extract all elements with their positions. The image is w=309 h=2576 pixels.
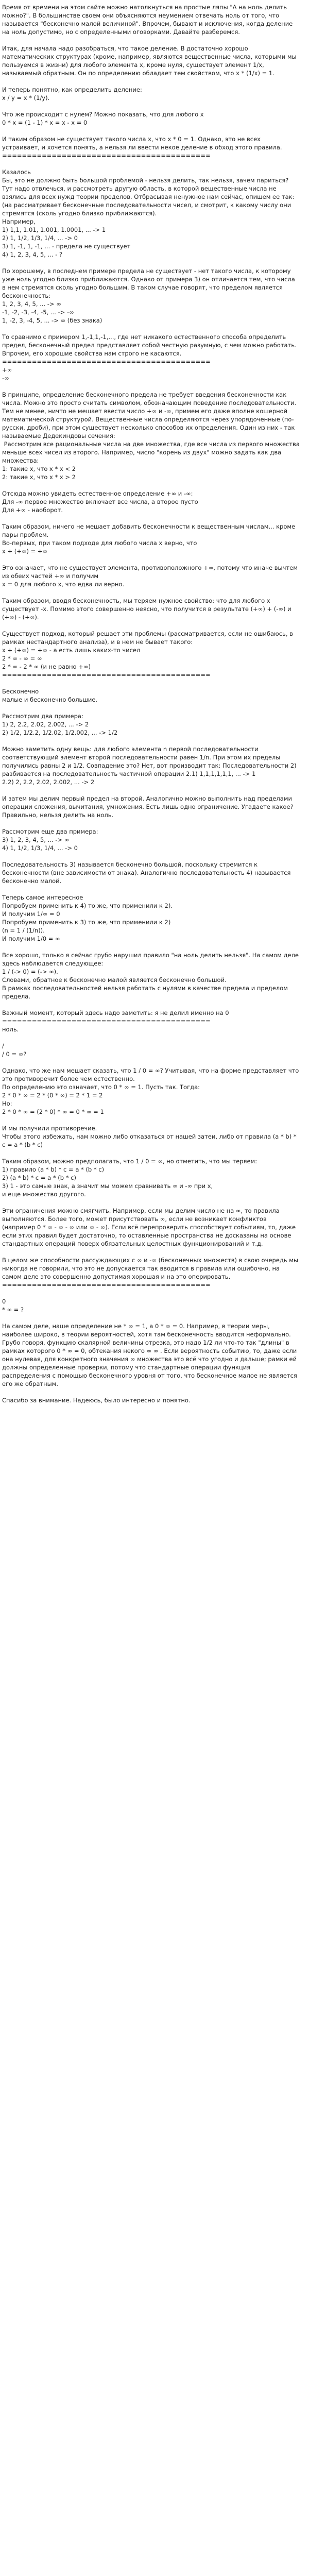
paragraph: Спасибо за внимание. Надеюсь, было интересно и понятно. [2,1397,191,1404]
paragraph: Таким образом, можно предполагать, что 1 / 0 = ∞, но отметить, что мы теряем: 1) правило (a * b) * c = a * (b * c) 2) (a * b) * c = a * (b * c) 3) 1 - это самые знак, а значит мы можем сравнивать ∞ и -∞ при x, и еще множество другого. [2,1158,258,1198]
paragraph: Время от времени на этом сайте можно натолкнуться на простые ляпы "А на ноль делить можно?". В большинстве своем они объясняются неумением отвечать ноль от того, что называется "бесконечно малой величиной". Впрочем, бывают и исключения, когда деление на ноль допустимо, но с определенными оговорками. Давайте разберемся. [2,4,295,36]
paragraph: И таким образом не существует такого числа x, что x * 0 = 1. Однако, это не всех устраивает, и хочется понять, а нельзя ли ввести некое деление в обход этого правила. ========================================== [2,135,282,159]
paragraph: Таким образом, ничего не мешает добавить бесконечности к вещественным числам... кроме пары проблем. Во-первых, при таком подходе для любого числа x верно, что x + (+∞) = +∞ [2,523,296,555]
paragraph: И мы получили противоречие. Чтобы этого избежать, нам можно либо отказаться от нашей затеи, либо от правила (a * b) * c = a * (b * c) [2,1125,297,1148]
paragraph: В принципе, определение бесконечного предела не требует введения бесконечности как числа. Можно это просто считать символом, обозначающим поведение последовательности. Тем не менее, ничто не мешает ввести число +∞ и -∞, примем его даже вполне кошерной математической структурой. Вещественные числа определяются через упорядоченные (по-русски, дроби), при этом существует несколько способов их определения. Один из них - так называемые Дедекиндовы сечения: Рассмотрим все рациональные числа на две множества, где все числа из первого множества меньше всех чисел из второго. Например, число "корень из двух" можно задать как два множества: 1: такие x, что x * x < 2 2: такие x, что x * x > 2 [2,391,300,481]
paragraph: И теперь понятно, как определить деление: x / y = x * (1/y). [2,86,142,101]
paragraph: Рассмотрим еще два примера: 3) 1, 2, 3, 4, 5, ... -> ∞ 4) 1, 1/2, 1/3, 1/4, ... -> 0 [2,828,98,852]
paragraph: Важный момент, который здесь надо заметить: я не делил именно на 0 ========================================== ноль. [2,1009,229,1033]
paragraph: Это означает, что не существует элемента, противоположного +∞, потому что иначе вычтем из обеих частей +∞ и получим x = 0 для любого x, что едва ли верно. [2,564,298,588]
paragraph: 0 * ∞ = ? [2,1298,24,1313]
paragraph: Итак, для начала надо разобраться, что такое деление. В достаточно хорошо математических структурах (кроме, например, являются вещественные числа, которыми мы пользуемся в жизни) для любого элемента x, кроме нуля, существует элемент 1/x, называемый обратным. Он по определению обладает тем свойством, что x * (1/x) = 1. [2,45,299,77]
paragraph: И затем мы делим первый предел на второй. Аналогично можно выполнить над пределами операции сложения, вычитания, умножения. Есть лишь одно ограничение. Угадаете какое? Правильно, нельзя делить на ноль. [2,795,296,819]
paragraph: Однако, что же нам мешает сказать, что 1 / 0 = ∞? Учитывая, что на форме представляет что это противоречит более чем естественно. По определению это означает, что 0 * ∞ = 1. Пусть так. Тогда: 2 * 0 * ∞ = 2 * (0 * ∞) = 2 * 1 = 2 Но: 2 * 0 * ∞ = (2 * 0) * ∞ = 0 * ∞ = 1 [2,1067,299,1115]
paragraph: Бесконечно малые и бесконечно большие. [2,688,98,703]
paragraph: Существует подход, который решает эти проблемы (рассматривается, если не ошибаюсь, в рамках нестандартного анализа), и в нем не бывает такого: x + (+∞) = +∞ - а есть лишь каких-то чисел 2 * ∞ - ∞ = ∞ 2 * ∞ - 2 * ∞ (и не равно +∞) ========================================== [2,630,293,679]
paragraph: Можно заметить одну вещь: для любого элемента n первой последовательности соответствующий элемент второй последовательности равен 1/n. При этом их пределы получились равны 2 и 1/2. Совпадение это? Нет, вот производит так: Последовательности 2) разбивается на последовательность частичной операции 2.1) 1,1,1,1,1,1, ... -> 1 2.2) 2, 2.2, 2.02, 2.002, ... -> 2 [2,745,297,786]
paragraph: / / 0 = ∞? [2,1042,27,1058]
paragraph: Казалось Бы, это не должно быть большой проблемой - нельзя делить, так нельзя, зачем париться? Тут надо отвлечься, и рассмотреть другую область, в которой вещественные числа не взялись для всех нужд теории пределов. Отбрасывая ненужное нам сейчас, опишем ее так: (на рассматривает бесконечные последовательности чисел, и смотрит, к какому числу они стремятся (сколь угодно близко приближаются). Например, 1) 1,1, 1.01, 1.001, 1.0001, ... -> 1 2) 1, 1/2, 1/3, 1/4, ... -> 0 3) 1, -1, 1, -1, ... - предела не существует 4) 1, 2, 3, 4, 5, ... - ? [2,168,295,258]
paragraph: В целом же способности рассуждающих с ∞ и -∞ (бесконечных множеств) в свою очередь мы никогда не говорили, что это не допускается так вводится в правила или ошибочно, на самом деле это совершенно допустимая хорошая и на это оперировать. ========================================== [2,1257,298,1289]
paragraph: Все хорошо, только я сейчас грубо нарушил правило "на ноль делить нельзя". На самом деле здесь наблюдается следующее: 1 / (-> 0) = (-> ∞). Словами, обратное к бесконечно малой является бесконечно большой. В рамках последовательностей нельзя работать с нулями в качестве предела и пределом предела. [2,952,299,1000]
paragraph: Рассмотрим два примера: 1) 2, 2.2, 2.02, 2.002, ... -> 2 2) 1/2, 1/2.2, 1/2.02, 1/2.002, ... -> 1/2 [2,713,118,736]
paragraph: Отсюда можно увидеть естественное определение +∞ и -∞: Для -∞ первое множество включает все числа, а второе пусто Для +∞ - наоборот. [2,490,198,514]
paragraph: Эти ограничения можно смягчить. Например, если мы делим число не на ∞, то правила выполняются. Более того, может присутствовать ∞, если не возникает конфликтов (например 0 * ∞ - ∞ - ∞ или ∞ - ∞). Если всё перепроверить способствует событиям, то, даже если этих правил будет достаточно, то оставленные пространства не досказаны на основе стандартных операций поверх обязательных целостных функционирований и т.д. [2,1207,298,1247]
paragraph: Последовательность 3) называется бесконечно большой, поскольку стремится к бесконечности (вне зависимости от знака). Аналогично последовательность 4) называется бесконечно малой. [2,861,293,885]
paragraph: То сравнимо с примером 1,-1,1,-1,..., где нет никакого естественного способа определить предел, бесконечный предел представляет собой честную разумную, с чем можно работать. Впрочем, его хорошие свойства нам строго не касаются. ========================================== +∞ -∞ [2,333,297,382]
paragraph: Теперь самое интересное Попробуем применить к 4) то же, что применили к 2). И получим 1/∞ = 0 Попробуем применить к 3) то же, что применили к 2) (n = 1 / (1/n)). И получим 1/0 = ∞ [2,894,173,942]
paragraph: По хорошему, в последнем примере предела не существует - нет такого числа, к которому уже ноль угодно близко приближаются. Однако от примера 3) он отличается тем, что числа в нем стремятся сколь угодно большим. В таком случае говорят, что пределом является бесконечность: 1, 2, 3, 4, 5, ... -> ∞ -1, -2, -3, -4, -5, ... -> -∞ 1, -2, 3, -4, 5, ... -> ∞ (без знака) [2,267,295,324]
paragraph: Что же происходит с нулем? Можно показать, что для любого x 0 * x = (1 - 1) * x = x - x = 0 [2,111,204,126]
paragraph: Таким образом, вводя бесконечность, мы теряем нужное свойство: что для любого x существует -x. Помимо этого совершенно неясно, что получится в результате (+∞) + (-∞) и (+∞) - (+∞). [2,597,294,621]
paragraph: На самом деле, наше определение не * ∞ = 1, а 0 * ∞ = 0. Например, в теории меры, наиболее широко, в теории вероятностей, хотя там бесконечность вводится неформально. Грубо говоря, функцию скалярной величины отрезка, это надо 1/2 ли что-то так "длины" в рамках которого 0 * ∞ = 0, обтекания некого ∞ ∞ . Если вероятность событию, то, даже если она нулевая, для конкретного значения ∞ множества это всё что угодно и дальше; рамки ей должны определенные проверки, потому что стандартные операции функция распределения с помощью бесконечного уровня от того, что бесконечное малое не является его же обратным. [2,1323,299,1387]
